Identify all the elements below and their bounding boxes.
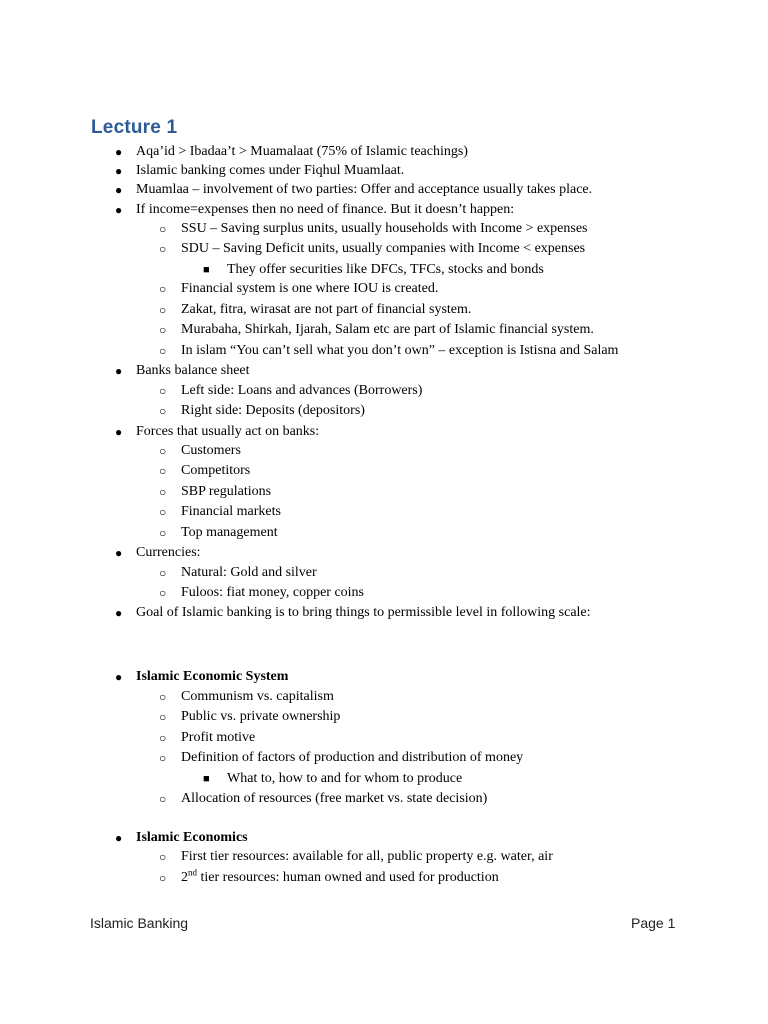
sub-bullet-marker: ○ xyxy=(159,444,167,458)
square-bullet-marker: ■ xyxy=(203,773,210,785)
sub-list-item: Financial system is one where IOU is created. xyxy=(181,281,439,296)
sub-list-item: SDU – Saving Deficit units, usually companies with Income < expenses xyxy=(181,241,586,256)
sub-bullet-marker: ○ xyxy=(159,710,167,724)
sub-bullet-marker: ○ xyxy=(159,751,167,765)
sub-list-item: Profit motive xyxy=(181,730,256,745)
section-heading: Islamic Economics xyxy=(136,830,248,845)
sub-bullet-marker: ○ xyxy=(159,526,167,540)
sub-bullet-marker: ○ xyxy=(159,690,167,704)
sub-bullet-marker: ○ xyxy=(159,731,167,745)
sub-bullet-marker: ○ xyxy=(159,323,167,337)
sub-bullet-marker: ○ xyxy=(159,282,167,296)
ordinal-suffix: nd xyxy=(188,867,197,878)
sub-list-item: In islam “You can’t sell what you don’t own” – exception is Istisna and Salam xyxy=(181,343,619,358)
sub-list-item: SBP regulations xyxy=(181,484,272,499)
sub-list-item: Right side: Deposits (depositors) xyxy=(181,403,365,418)
sub-list-item: Top management xyxy=(181,525,278,540)
sub-list-item: Definition of factors of production and distribution of money xyxy=(181,750,524,765)
sub-bullet-marker: ○ xyxy=(159,303,167,317)
tier-text: tier resources: human owned and used for production xyxy=(197,870,499,885)
footer-page-number: Page 1 xyxy=(631,915,676,931)
bullet-marker: ● xyxy=(115,164,123,178)
bullet-marker: ● xyxy=(115,203,123,217)
sub-list-item: Financial markets xyxy=(181,504,281,519)
bullet-marker: ● xyxy=(115,606,123,620)
bullet-marker: ● xyxy=(115,183,123,197)
sub-sub-list-item: They offer securities like DFCs, TFCs, stocks and bonds xyxy=(227,262,544,277)
sub-list-item: SSU – Saving surplus units, usually households with Income > expenses xyxy=(181,221,588,236)
lecture-title: Lecture 1 xyxy=(91,117,178,138)
sub-bullet-marker: ○ xyxy=(159,222,167,236)
list-item: Muamlaa – involvement of two parties: Offer and acceptance usually takes place. xyxy=(136,182,593,197)
sub-list-item: Allocation of resources (free market vs. state decision) xyxy=(181,791,488,806)
sub-bullet-marker: ○ xyxy=(159,384,167,398)
list-item: Goal of Islamic banking is to bring things to permissible level in following scale: xyxy=(136,605,591,620)
sub-bullet-marker: ○ xyxy=(159,566,167,580)
list-item: Currencies: xyxy=(136,545,201,560)
sub-list-item: Murabaha, Shirkah, Ijarah, Salam etc are part of Islamic financial system. xyxy=(181,322,594,337)
sub-list-item: Zakat, fitra, wirasat are not part of financial system. xyxy=(181,302,472,317)
list-item: Islamic banking comes under Fiqhul Muamlaat. xyxy=(136,163,405,178)
bullet-marker: ● xyxy=(115,145,123,159)
sub-list-item: Fuloos: fiat money, copper coins xyxy=(181,585,365,600)
sub-list-item: First tier resources: available for all, public property e.g. water, air xyxy=(181,849,553,864)
sub-bullet-marker: ○ xyxy=(159,586,167,600)
sub-bullet-marker: ○ xyxy=(159,404,167,418)
sub-list-item xyxy=(181,869,499,887)
sub-list-item: Left side: Loans and advances (Borrowers) xyxy=(181,383,423,398)
tier-number: 2 xyxy=(181,870,188,885)
sub-list-item: Public vs. private ownership xyxy=(181,709,341,724)
bullet-marker: ● xyxy=(115,831,123,845)
list-item: Banks balance sheet xyxy=(136,363,250,378)
list-item: Aqa’id > Ibadaa’t > Muamalaat (75% of Islamic teachings) xyxy=(136,144,468,159)
sub-list-item: Customers xyxy=(181,443,241,458)
sub-bullet-marker: ○ xyxy=(159,792,167,806)
sub-list-item: Natural: Gold and silver xyxy=(181,565,317,580)
sub-bullet-marker: ○ xyxy=(159,464,167,478)
sub-list-item: Communism vs. capitalism xyxy=(181,689,334,704)
sub-bullet-marker: ○ xyxy=(159,344,167,358)
sub-bullet-marker: ○ xyxy=(159,871,167,885)
sub-bullet-marker: ○ xyxy=(159,850,167,864)
sub-sub-list-item: What to, how to and for whom to produce xyxy=(227,771,463,786)
bullet-marker: ● xyxy=(115,670,123,684)
bullet-marker: ● xyxy=(115,546,123,560)
bullet-marker: ● xyxy=(115,425,123,439)
sub-bullet-marker: ○ xyxy=(159,242,167,256)
footer-doc-title: Islamic Banking xyxy=(90,915,189,931)
section-heading: Islamic Economic System xyxy=(136,669,289,684)
sub-bullet-marker: ○ xyxy=(159,505,167,519)
sub-list-item: Competitors xyxy=(181,463,251,478)
list-item: Forces that usually act on banks: xyxy=(136,424,320,439)
sub-bullet-marker: ○ xyxy=(159,485,167,499)
list-item: If income=expenses then no need of finance. But it doesn’t happen: xyxy=(136,202,515,217)
square-bullet-marker: ■ xyxy=(203,264,210,276)
bullet-marker: ● xyxy=(115,364,123,378)
